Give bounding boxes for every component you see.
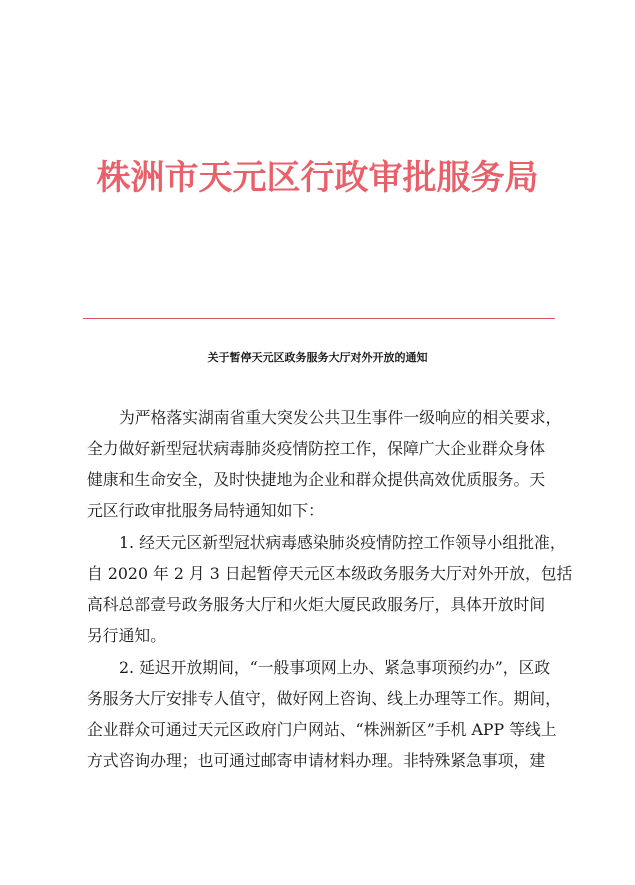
- body-line: 为严格落实湖南省重大突发公共卫生事件一级响应的相关要求，: [119, 408, 562, 427]
- body-line: 另行通知。: [87, 626, 166, 645]
- body-line: 元区行政审批服务局特通知如下：: [87, 501, 324, 520]
- red-divider-line: [83, 318, 555, 319]
- body-line: 方式咨询办理；也可通过邮寄申请材料办理。非特殊紧急事项，建: [87, 751, 546, 770]
- body-line: 2. 延迟开放期间，“一般事项网上办、紧急事项预约办”，区政: [119, 658, 551, 677]
- document-title: 关于暂停天元区政务服务大厅对外开放的通知: [207, 351, 428, 364]
- body-line: 企业群众可通过天元区政府门户网站、“株洲新区”手机 APP 等线上: [87, 720, 557, 739]
- body-line: 自 2020 年 2 月 3 日起暂停天元区本级政务服务大厅对外开放，包括: [87, 564, 573, 583]
- body-line: 全力做好新型冠状病毒肺炎疫情防控工作，保障广大企业群众身体: [87, 439, 546, 458]
- body-line: 1. 经天元区新型冠状病毒感染肺炎疫情防控工作领导小组批准，: [119, 533, 566, 552]
- body-line: 高科总部壹号政务服务大厅和火炬大厦民政服务厅，具体开放时间: [87, 595, 546, 614]
- body-line: 务服务大厅安排专人值守，做好网上咨询、线上办理等工作。期间，: [87, 689, 561, 708]
- issuing-organization-header: 株洲市天元区行政审批服务局: [96, 158, 539, 198]
- body-line: 健康和生命安全，及时快捷地为企业和群众提供高效优质服务。天: [87, 470, 546, 489]
